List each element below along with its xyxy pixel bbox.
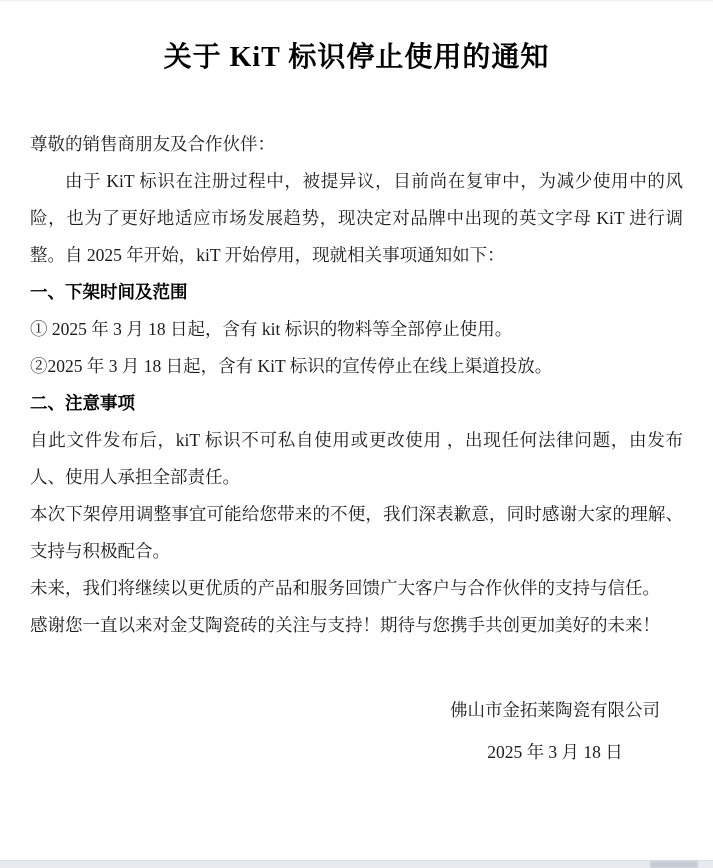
signature-date: 2025 年 3 月 18 日 [487,742,623,762]
signature-block [370,689,713,773]
section-1-heading: 一、下架时间及范围 [30,282,188,302]
section-1-item-1: ① 2025 年 3 月 18 日起，含有 kit 标识的物料等全部停止使用。 [30,319,513,339]
section-2-paragraph-4: 感谢您一直以来对金艾陶瓷砖的关注与支持！期待与您携手共创更加美好的未来！ [30,615,660,635]
section-2-heading: 二、注意事项 [30,393,135,413]
document-title: 关于 KiT 标识停止使用的通知 [163,42,550,73]
signature-company: 佛山市金拓莱陶瓷有限公司 [450,700,660,720]
horizontal-scrollbar [0,860,713,868]
section-1-item-2: ②2025 年 3 月 18 日起，含有 KiT 标识的宣传停止在线上渠道投放。 [30,356,553,376]
scrollbar-thumb[interactable] [650,861,698,868]
section-2-paragraph-2: 本次下架停用调整事宜可能给您带来的不便，我们深表歉意，同时感谢大家的理解、支持与积极配合。 [30,504,683,561]
section-2-paragraph-3: 未来，我们将继续以更优质的产品和服务回馈广大客户与合作伙伴的支持与信任。 [30,578,660,598]
greeting-line: 尊敬的销售商朋友及合作伙伴： [30,134,275,154]
section-2-paragraph-1: 自此文件发布后，kiT 标识不可私自使用或更改使用 ，出现任何法律问题，由发布人、使用人承担全部责任。 [30,430,683,487]
intro-paragraph: 由于 KiT 标识在注册过程中，被提异议，目前尚在复审中，为减少使用中的风险，也为了更好地适应市场发展趋势，现决定对品牌中出现的英文字母 KiT 进行调整。自 2025 年开始，kiT 开始停用，现就相关事项通知如下： [30,171,683,265]
document-body [30,126,683,644]
